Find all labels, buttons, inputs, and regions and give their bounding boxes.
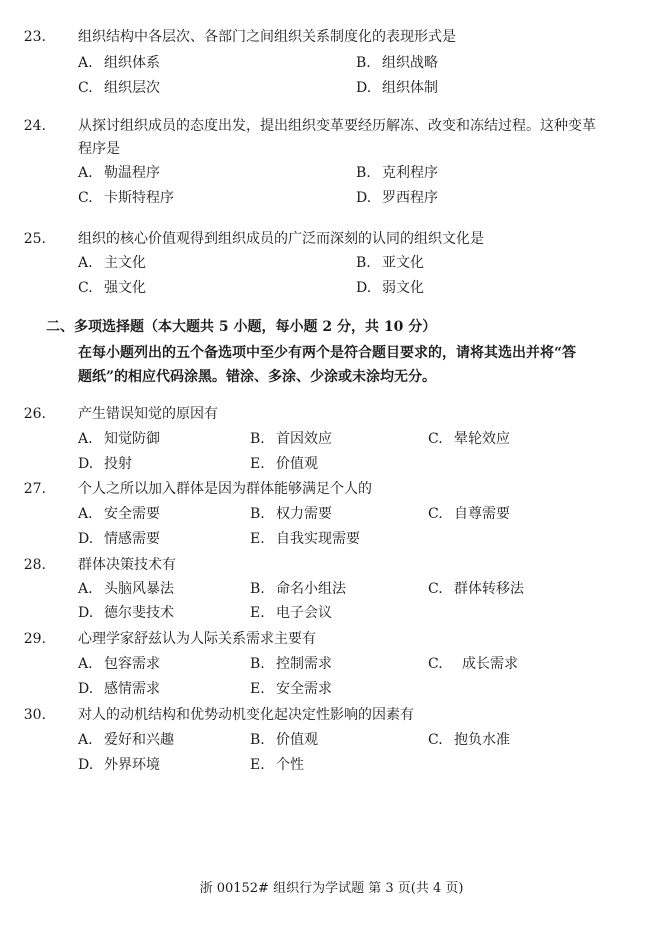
option-label: B.: [356, 165, 371, 181]
option-text: 感情需求: [104, 681, 160, 697]
option-label: C.: [428, 732, 443, 748]
option-label: D.: [78, 757, 94, 773]
question-stem: 对人的动机结构和优势动机变化起决定性影响的因素有: [78, 707, 414, 723]
option-label: E.: [250, 531, 265, 547]
question-number: 27.: [23, 481, 46, 497]
option-text: 强文化: [104, 280, 146, 296]
question-number: 30.: [23, 707, 46, 723]
option-text: 安全需要: [104, 506, 160, 522]
question-stem: 从探讨组织成员的态度出发，提出组织变革要经历解冻、改变和冻结过程。这种变革: [78, 118, 596, 134]
option-text: 克利程序: [382, 165, 438, 181]
option-text: 爱好和兴趣: [104, 732, 174, 748]
option-text: 晕轮效应: [454, 431, 510, 447]
option-text: 卡斯特程序: [104, 190, 174, 206]
option-label: A.: [78, 165, 93, 181]
option-text: 组织体系: [104, 55, 160, 71]
option-label: A.: [78, 581, 93, 597]
option-text: 命名小组法: [276, 581, 346, 597]
option-label: B.: [250, 581, 265, 597]
option-text: 成长需求: [462, 656, 518, 672]
question-stem: 组织的核心价值观得到组织成员的广泛而深刻的认同的组织文化是: [78, 231, 484, 247]
option-text: 抱负水准: [454, 732, 510, 748]
option-label: A.: [78, 656, 93, 672]
option-label: E.: [250, 757, 265, 773]
option-label: C.: [78, 190, 93, 206]
option-text: 罗西程序: [382, 190, 438, 206]
option-text: 投射: [104, 456, 132, 472]
option-label: E.: [250, 681, 265, 697]
option-text: 控制需求: [276, 656, 332, 672]
option-text: 首因效应: [276, 431, 332, 447]
option-text: 包容需求: [104, 656, 160, 672]
option-text: 安全需求: [276, 681, 332, 697]
option-label: C.: [428, 581, 443, 597]
option-text: 主文化: [104, 255, 146, 271]
question-number: 29.: [23, 631, 46, 647]
option-label: B.: [250, 506, 265, 522]
option-text: 情感需要: [104, 531, 160, 547]
question-stem: 组织结构中各层次、各部门之间组织关系制度化的表现形式是: [78, 29, 456, 45]
option-text: 外界环境: [104, 757, 160, 773]
option-label: B.: [356, 255, 371, 271]
option-label: B.: [250, 431, 265, 447]
option-text: 亚文化: [382, 255, 424, 271]
option-label: E.: [250, 605, 265, 621]
option-label: E.: [250, 456, 265, 472]
option-label: C.: [428, 506, 443, 522]
page-footer: 浙 00152# 组织行为学试题 第 3 页(共 4 页): [199, 881, 464, 896]
option-label: C.: [428, 656, 443, 672]
option-text: 个性: [276, 757, 304, 773]
option-text: 弱文化: [382, 280, 424, 296]
option-label: A.: [78, 255, 93, 271]
option-label: D.: [78, 531, 94, 547]
option-text: 价值观: [276, 456, 318, 472]
option-label: C.: [428, 431, 443, 447]
option-text: 群体转移法: [454, 581, 524, 597]
option-text: 组织层次: [104, 80, 160, 96]
option-label: D.: [356, 80, 372, 96]
section-heading: 二、多项选择题（本大题共 5 小题，每小题 2 分，共 10 分）: [46, 319, 437, 335]
section-instructions: 在每小题列出的五个备选项中至少有两个是符合题目要求的，请将其选出并将“答: [78, 345, 577, 361]
option-label: B.: [250, 656, 265, 672]
option-text: 自我实现需要: [276, 531, 360, 547]
question-stem: 产生错误知觉的原因有: [78, 406, 218, 422]
option-text: 组织体制: [382, 80, 438, 96]
option-text: 知觉防御: [104, 431, 160, 447]
option-text: 电子会议: [276, 605, 332, 621]
question-number: 23.: [23, 29, 46, 45]
option-label: D.: [78, 681, 94, 697]
question-stem: 个人之所以加入群体是因为群体能够满足个人的: [78, 481, 372, 497]
option-text: 德尔斐技术: [104, 605, 174, 621]
option-text: 权力需要: [276, 506, 332, 522]
option-label: A.: [78, 506, 93, 522]
question-stem: 心理学家舒兹认为人际关系需求主要有: [78, 631, 316, 647]
option-label: A.: [78, 431, 93, 447]
section-instructions: 题纸”的相应代码涂黑。错涂、多涂、少涂或未涂均无分。: [78, 369, 437, 385]
option-label: A.: [78, 732, 93, 748]
option-label: C.: [78, 80, 93, 96]
option-text: 自尊需要: [454, 506, 510, 522]
question-number: 28.: [23, 557, 46, 573]
question-number: 26.: [23, 406, 46, 422]
option-text: 勒温程序: [104, 165, 160, 181]
question-stem: 程序是: [78, 141, 120, 157]
option-label: A.: [78, 55, 93, 71]
option-label: C.: [78, 280, 93, 296]
question-number: 24.: [23, 118, 46, 134]
question-stem: 群体决策技术有: [78, 557, 176, 573]
option-text: 价值观: [276, 732, 318, 748]
option-label: B.: [250, 732, 265, 748]
option-label: D.: [356, 280, 372, 296]
option-label: B.: [356, 55, 371, 71]
option-text: 头脑风暴法: [104, 581, 174, 597]
option-label: D.: [356, 190, 372, 206]
option-label: D.: [78, 605, 94, 621]
option-label: D.: [78, 456, 94, 472]
option-text: 组织战略: [382, 55, 438, 71]
question-number: 25.: [23, 231, 46, 247]
